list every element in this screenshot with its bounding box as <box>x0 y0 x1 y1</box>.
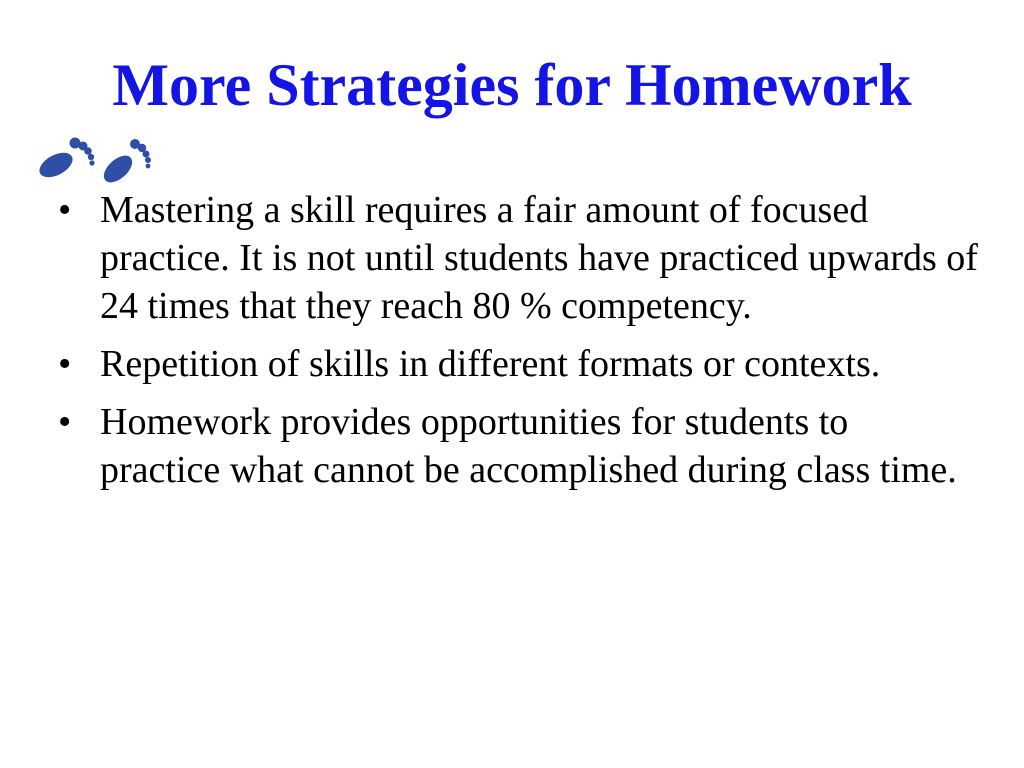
bullet-item <box>58 340 978 388</box>
footprints-icon <box>34 133 162 185</box>
bullet-marker: • <box>58 401 72 443</box>
bullet-item <box>58 398 978 494</box>
bullet-item <box>58 186 978 330</box>
bullet-text: Mastering a skill requires a fair amount of focused practice. It is not until students have practiced upwards of 24 times that they reach 80 % competency. <box>100 189 978 327</box>
bullet-list <box>58 186 978 504</box>
bullet-text: Homework provides opportunities for students to practice what cannot be accomplished during class time. <box>100 401 957 491</box>
bullet-marker: • <box>58 343 72 385</box>
bullet-marker: • <box>58 189 72 231</box>
slide-title: More Strategies for Homework <box>112 52 912 118</box>
bullet-text: Repetition of skills in different formats or contexts. <box>100 343 881 385</box>
